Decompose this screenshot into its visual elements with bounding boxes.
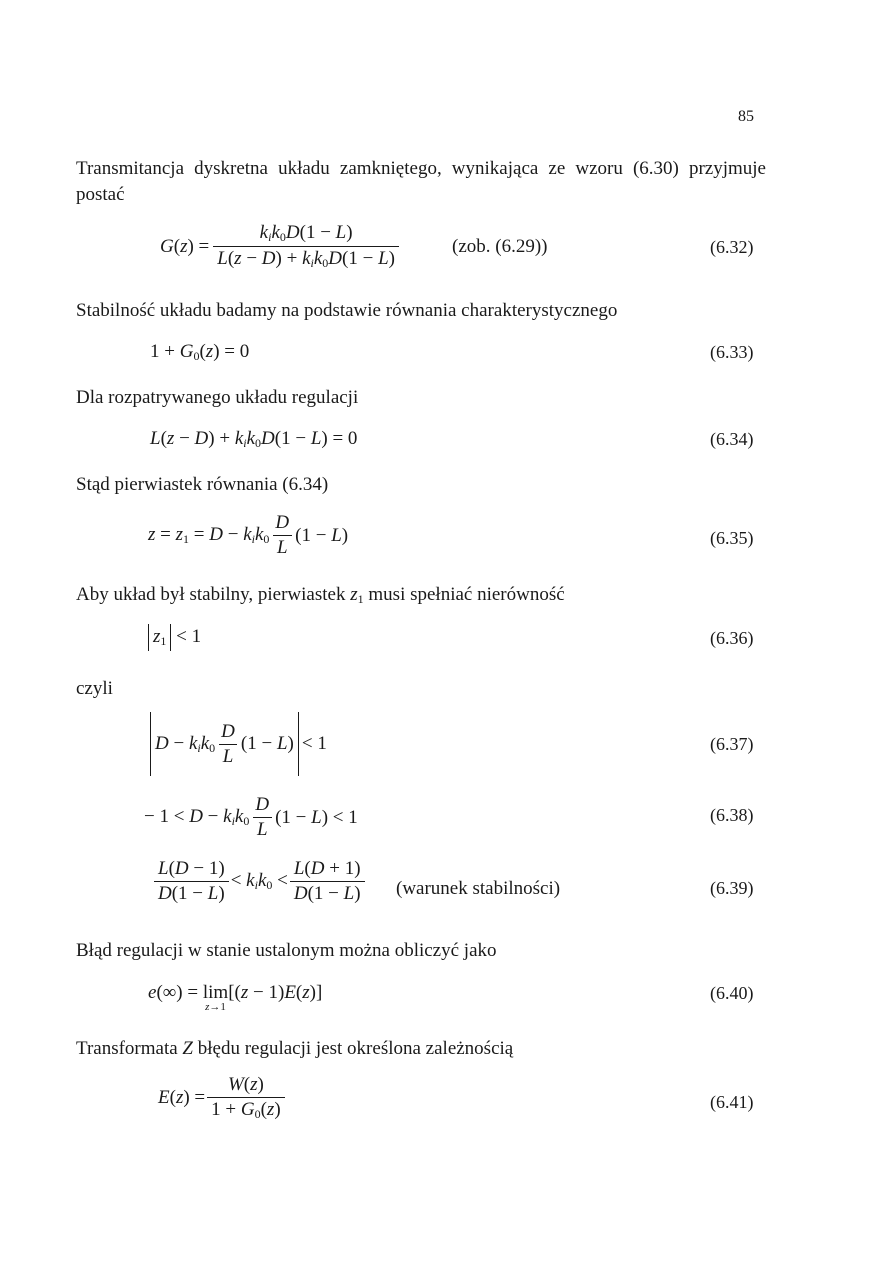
- paragraph-root: Stąd pierwiastek równania (6.34): [76, 474, 329, 495]
- symbol-z1: z: [350, 584, 358, 605]
- equation-number-6-41: (6.41): [710, 1092, 754, 1112]
- equation-number-6-37: (6.37): [710, 734, 754, 754]
- paragraph-error: Błąd regulacji w stanie ustalonym można obliczyć jako: [76, 940, 497, 961]
- equation-6-39: $\frac{L(D - 1)}{D(1 - L)}$ < $k_ik_0$ < $\frac{L(D + 1)}{D(1 - L)}$: [154, 858, 365, 905]
- equation-6-41: E(z) = $\frac{W(z)}{1 + G_0(z)}$: [158, 1074, 285, 1122]
- equation-6-37: $D - k_ik_0$ $\frac{D}{L}$ (1 − L) < 1: [150, 712, 327, 776]
- fraction: $\frac{k_ik_0D(1 - L)}{L(z - D) + k_ik_0D(1 - L)}$: [213, 222, 399, 271]
- equation-6-40: e(∞) = lim z→1 [(z − 1)E(z)]: [148, 982, 323, 1013]
- equation-number-6-39: (6.39): [710, 878, 754, 898]
- equation-number-6-40: (6.40): [710, 983, 754, 1003]
- paragraph-stability: Stabilność układu badamy na podstawie równania charakterystycznego: [76, 300, 618, 321]
- equation-number-6-35: (6.35): [710, 528, 754, 548]
- paragraph-transform: Transformata Z błędu regulacji jest określona zależnością: [76, 1038, 514, 1059]
- equation-6-39-note: (warunek stabilności): [396, 878, 561, 899]
- paragraph-system: Dla rozpatrywanego układu regulacji: [76, 387, 359, 408]
- equation-number-6-36: (6.36): [710, 628, 754, 648]
- paragraph-intro: Transmitancja dyskretna układu zamkniętego, wynikająca ze wzoru (6.30) przyjmuje postać: [76, 158, 766, 205]
- equation-6-36: $z_1 < 1$: [148, 624, 201, 651]
- equation-6-34: $L(z - D) + k_ik_0D(1 - L) = 0$: [150, 428, 358, 450]
- eq-lhs: G(z) =: [160, 235, 210, 257]
- paragraph-czyli: czyli: [76, 678, 113, 699]
- equation-6-32: [160, 222, 399, 271]
- equation-number-6-33: (6.33): [710, 342, 754, 362]
- equation-6-38: − $1 < D - k_ik_0$ $\frac{D}{L}$ (1 − L) < 1: [144, 794, 358, 840]
- equation-number-6-32: (6.32): [710, 237, 754, 257]
- equation-6-33: $1 + G_0(z) = 0$: [150, 341, 250, 363]
- equation-number-6-38: (6.38): [710, 805, 754, 825]
- page-number: 85: [738, 108, 754, 125]
- symbol-Z: Z: [182, 1038, 193, 1059]
- paragraph-condition: Aby układ był stabilny, pierwiastek $z_1$ musi spełniać nierówność: [76, 584, 565, 606]
- equation-6-35: $z = z_1 = D - k_ik_0$ $\frac{D}{L}$ (1 − L): [148, 512, 349, 558]
- equation-number-6-34: (6.34): [710, 429, 754, 449]
- equation-6-32-note: (zob. (6.29)): [452, 236, 548, 257]
